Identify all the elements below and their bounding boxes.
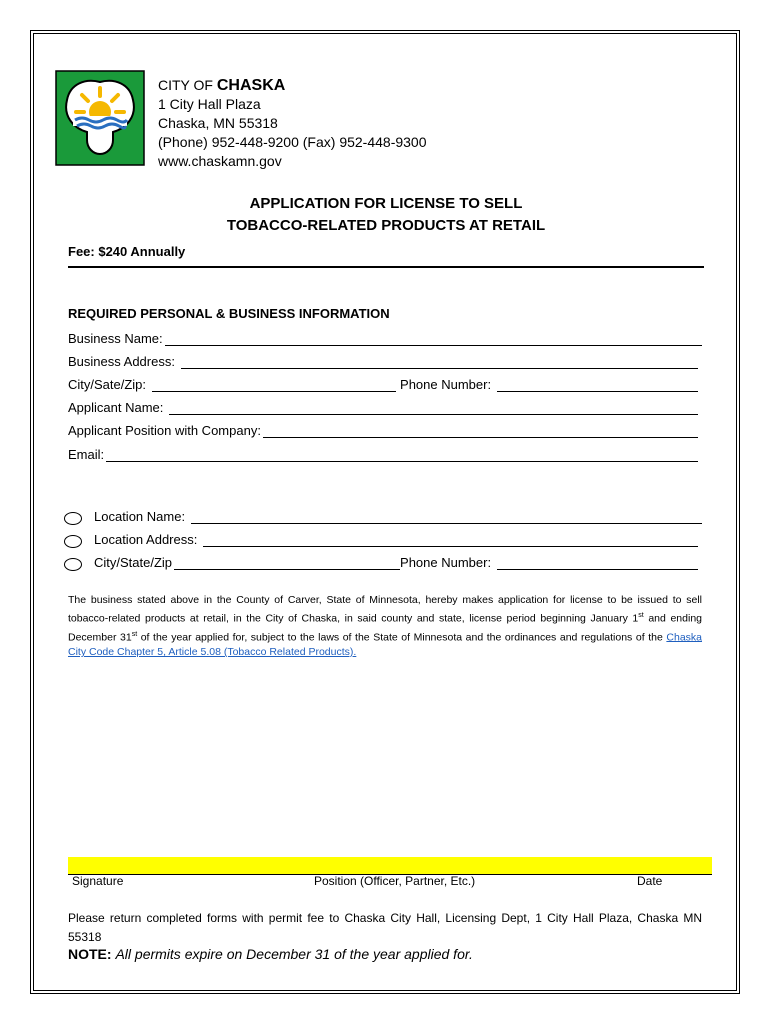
applicant-position-field[interactable] — [263, 425, 698, 438]
phone-number-field[interactable] — [497, 379, 698, 392]
website: www.chaskamn.gov — [158, 153, 282, 169]
address-line1: 1 City Hall Plaza — [158, 96, 261, 112]
applicant-name-field[interactable] — [169, 402, 698, 415]
location-city-label: City/State/Zip — [94, 555, 173, 570]
location-address-radio[interactable] — [64, 535, 82, 548]
location-name-row — [94, 509, 702, 524]
applicant-name-row — [68, 400, 698, 415]
location-city-radio[interactable] — [64, 558, 82, 571]
city-logo — [55, 70, 145, 166]
note-label: NOTE: — [68, 946, 112, 962]
location-name-label: Location Name: — [94, 509, 186, 524]
email-field[interactable] — [106, 449, 698, 462]
signature-label: Signature — [72, 874, 124, 888]
note-text: All permits expire on December 31 of the year applied for. — [115, 946, 473, 962]
legal-paragraph — [68, 593, 702, 660]
location-address-row — [94, 532, 698, 547]
form-title — [66, 193, 706, 237]
paragraph-text-2: and ending December 31 — [68, 612, 702, 643]
location-city-field[interactable] — [174, 557, 400, 570]
paragraph-sup-1: st — [638, 612, 644, 619]
city-code-link[interactable]: Chaska City Code Chapter 5, Article 5.08 (Tobacco Related Products). — [68, 631, 702, 658]
paragraph-text-3: of the year applied for, subject to the laws of the State of Minnesota and the ordinances and regulations of the — [137, 631, 667, 643]
paragraph-text-1: The business stated above in the County of Carver, State of Minnesota, hereby makes application for license to be issued to sell tobacco-related products at retail, in the City of Chaska, in said county and state, license period beginning January 1 — [68, 594, 702, 625]
city-header — [158, 76, 427, 171]
title-line2: TOBACCO-RELATED PRODUCTS AT RETAIL — [226, 217, 546, 234]
business-address-label: Business Address: — [68, 354, 175, 369]
note-line — [68, 946, 473, 962]
phone-fax: (Phone) 952-448-9200 (Fax) 952-448-9300 — [158, 134, 427, 150]
section-heading: REQUIRED PERSONAL & BUSINESS INFORMATION — [68, 306, 390, 321]
city-state-zip-row — [68, 377, 698, 392]
email-row — [68, 447, 698, 462]
phone-number-label: Phone Number: — [400, 377, 492, 392]
location-address-label: Location Address: — [94, 532, 198, 547]
location-name-radio[interactable] — [64, 512, 82, 525]
location-address-field[interactable] — [203, 534, 698, 547]
location-city-row — [94, 555, 698, 570]
business-name-label: Business Name: — [68, 331, 163, 346]
city-state-zip-label: City/Sate/Zip: — [68, 377, 147, 392]
applicant-position-row — [68, 423, 698, 438]
city-name: CHASKA — [216, 77, 286, 94]
city-prefix: CITY OF — [158, 77, 213, 93]
location-phone-label: Phone Number: — [400, 555, 492, 570]
business-address-row — [68, 354, 698, 369]
position-label: Position (Officer, Partner, Etc.) — [314, 874, 476, 888]
signature-field[interactable] — [68, 857, 712, 875]
paragraph-sup-2: st — [131, 630, 138, 638]
applicant-position-label: Applicant Position with Company: — [68, 423, 261, 438]
email-label: Email: — [68, 447, 105, 462]
header-rule — [68, 266, 704, 268]
date-label: Date — [637, 874, 663, 888]
applicant-name-label: Applicant Name: — [68, 400, 164, 415]
business-name-row — [68, 331, 702, 346]
city-state-zip-field[interactable] — [152, 379, 396, 392]
business-name-field[interactable] — [165, 333, 702, 346]
title-line1: APPLICATION FOR LICENSE TO SELL — [249, 195, 523, 212]
business-address-field[interactable] — [181, 356, 698, 369]
fee-text: Fee: $240 Annually — [68, 244, 186, 259]
location-phone-field[interactable] — [497, 557, 698, 570]
location-name-field[interactable] — [191, 511, 702, 524]
address-line2: Chaska, MN 55318 — [158, 115, 278, 131]
return-instructions: Please return completed forms with permit fee to Chaska City Hall, Licensing Dept, 1 City Hall Plaza, Chaska MN 55318 — [68, 911, 702, 944]
